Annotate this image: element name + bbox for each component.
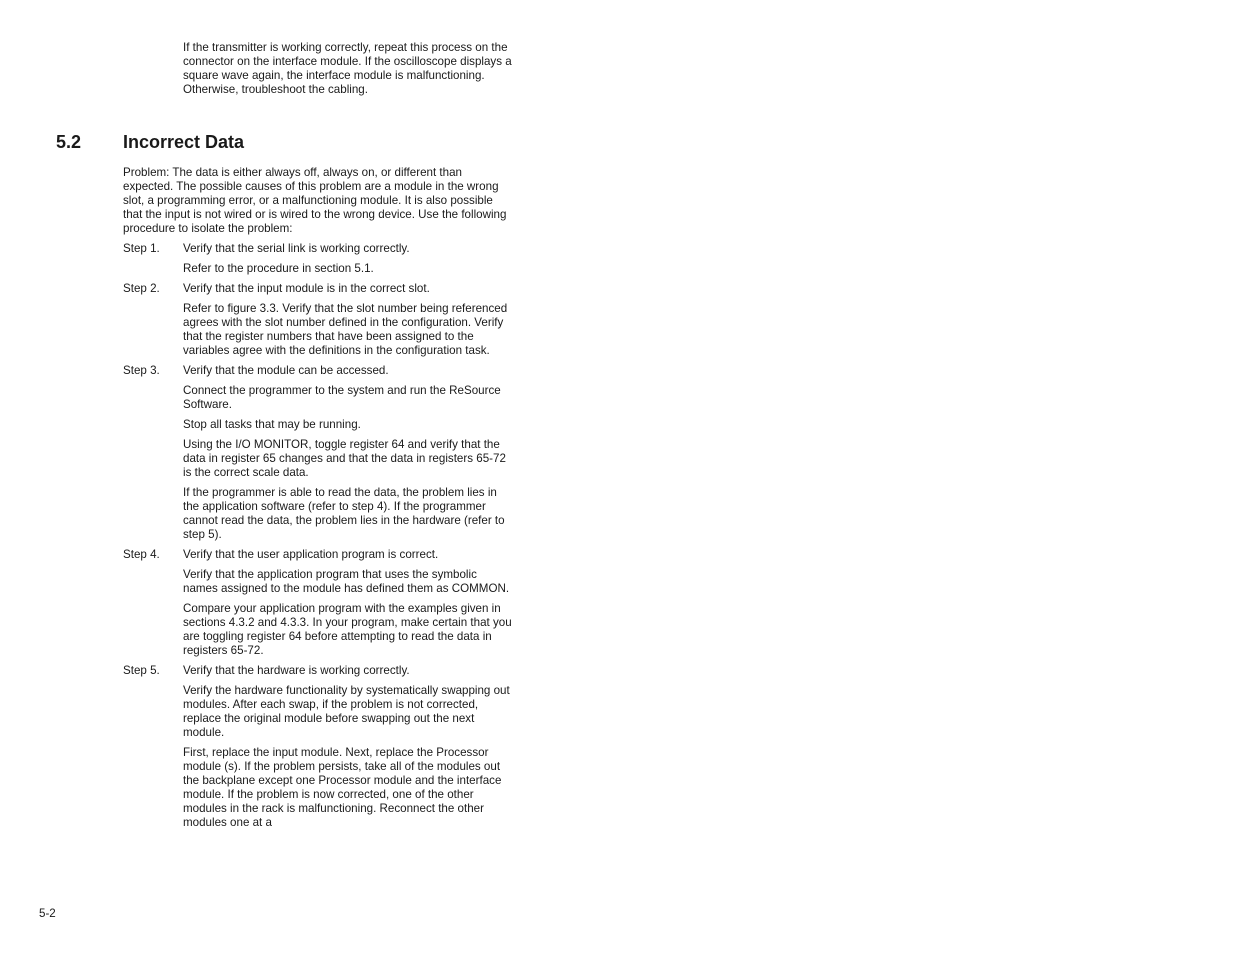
step-paragraph: If the programmer is able to read the data, the problem lies in the application software (refer to step 4). If the programmer cannot read the data, the problem lies in the hardware (refer to step 5). (183, 486, 505, 541)
step-paragraph: Stop all tasks that may be running. (183, 418, 361, 431)
step-paragraph: Verify that the application program that uses the symbolic names assigned to the module has defined them as COMMON. (183, 568, 510, 595)
step-title: Verify that the hardware is working correctly. (183, 664, 410, 677)
step-label: Step 3. (123, 364, 160, 377)
section-number: 5.2 (56, 132, 82, 152)
step-paragraph: Using the I/O MONITOR, toggle register 64 and verify that the data in register 65 changes and that the data in registers 65-72 is the correct scale data. (183, 438, 506, 479)
step-paragraph: First, replace the input module. Next, replace the Processor module (s). If the problem persists, take all of the modules out the backplane except one Processor module and the interface module. If the problem is now corrected, one of the other modules in the rack is malfunctioning. Reconnect the other modules one at a (183, 746, 502, 829)
intro-paragraph: If the transmitter is working correctly, repeat this process on the connector on the interface module. If the oscilloscope displays a square wave again, the interface module is malfunctioning. Otherwise, troubleshoot the cabling. (183, 41, 512, 96)
step-paragraph: Refer to the procedure in section 5.1. (183, 262, 374, 275)
step-label: Step 2. (123, 282, 160, 295)
step-title: Verify that the user application program is correct. (183, 548, 439, 561)
step-paragraph: Connect the programmer to the system and run the ReSource Software. (183, 384, 501, 411)
step-title: Verify that the input module is in the correct slot. (183, 282, 430, 295)
section-heading (56, 131, 244, 153)
step-label: Step 1. (123, 242, 160, 255)
step-title: Verify that the serial link is working correctly. (183, 242, 410, 255)
problem-paragraph: Problem: The data is either always off, always on, or different than expected. The possible causes of this problem are a module in the wrong slot, a programming error, or a malfunctioning module. It is also possible that the input is not wired or is wired to the wrong device. Use the following procedure to isolate the problem: (123, 166, 507, 235)
procedure-steps (123, 242, 523, 836)
step-5 (123, 664, 523, 830)
section-title: Incorrect Data (123, 132, 245, 152)
step-1 (123, 242, 523, 276)
step-3 (123, 364, 523, 542)
page-number: 5-2 (39, 907, 56, 920)
step-2 (123, 282, 523, 358)
step-label: Step 5. (123, 664, 160, 677)
step-paragraph: Refer to figure 3.3. Verify that the slot number being referenced agrees with the slot number defined in the configuration. Verify that the register numbers that have been assigned to the variables agree with the definitions in the configuration task. (183, 302, 508, 357)
step-paragraph: Verify the hardware functionality by systematically swapping out modules. After each swap, if the problem is not corrected, replace the original module before swapping out the next module. (183, 684, 510, 739)
step-paragraph: Compare your application program with the examples given in sections 4.3.2 and 4.3.3. In your program, make certain that you are toggling register 64 before attempting to read the data in registers 65-72. (183, 602, 512, 657)
step-label: Step 4. (123, 548, 160, 561)
step-title: Verify that the module can be accessed. (183, 364, 389, 377)
step-4 (123, 548, 523, 658)
